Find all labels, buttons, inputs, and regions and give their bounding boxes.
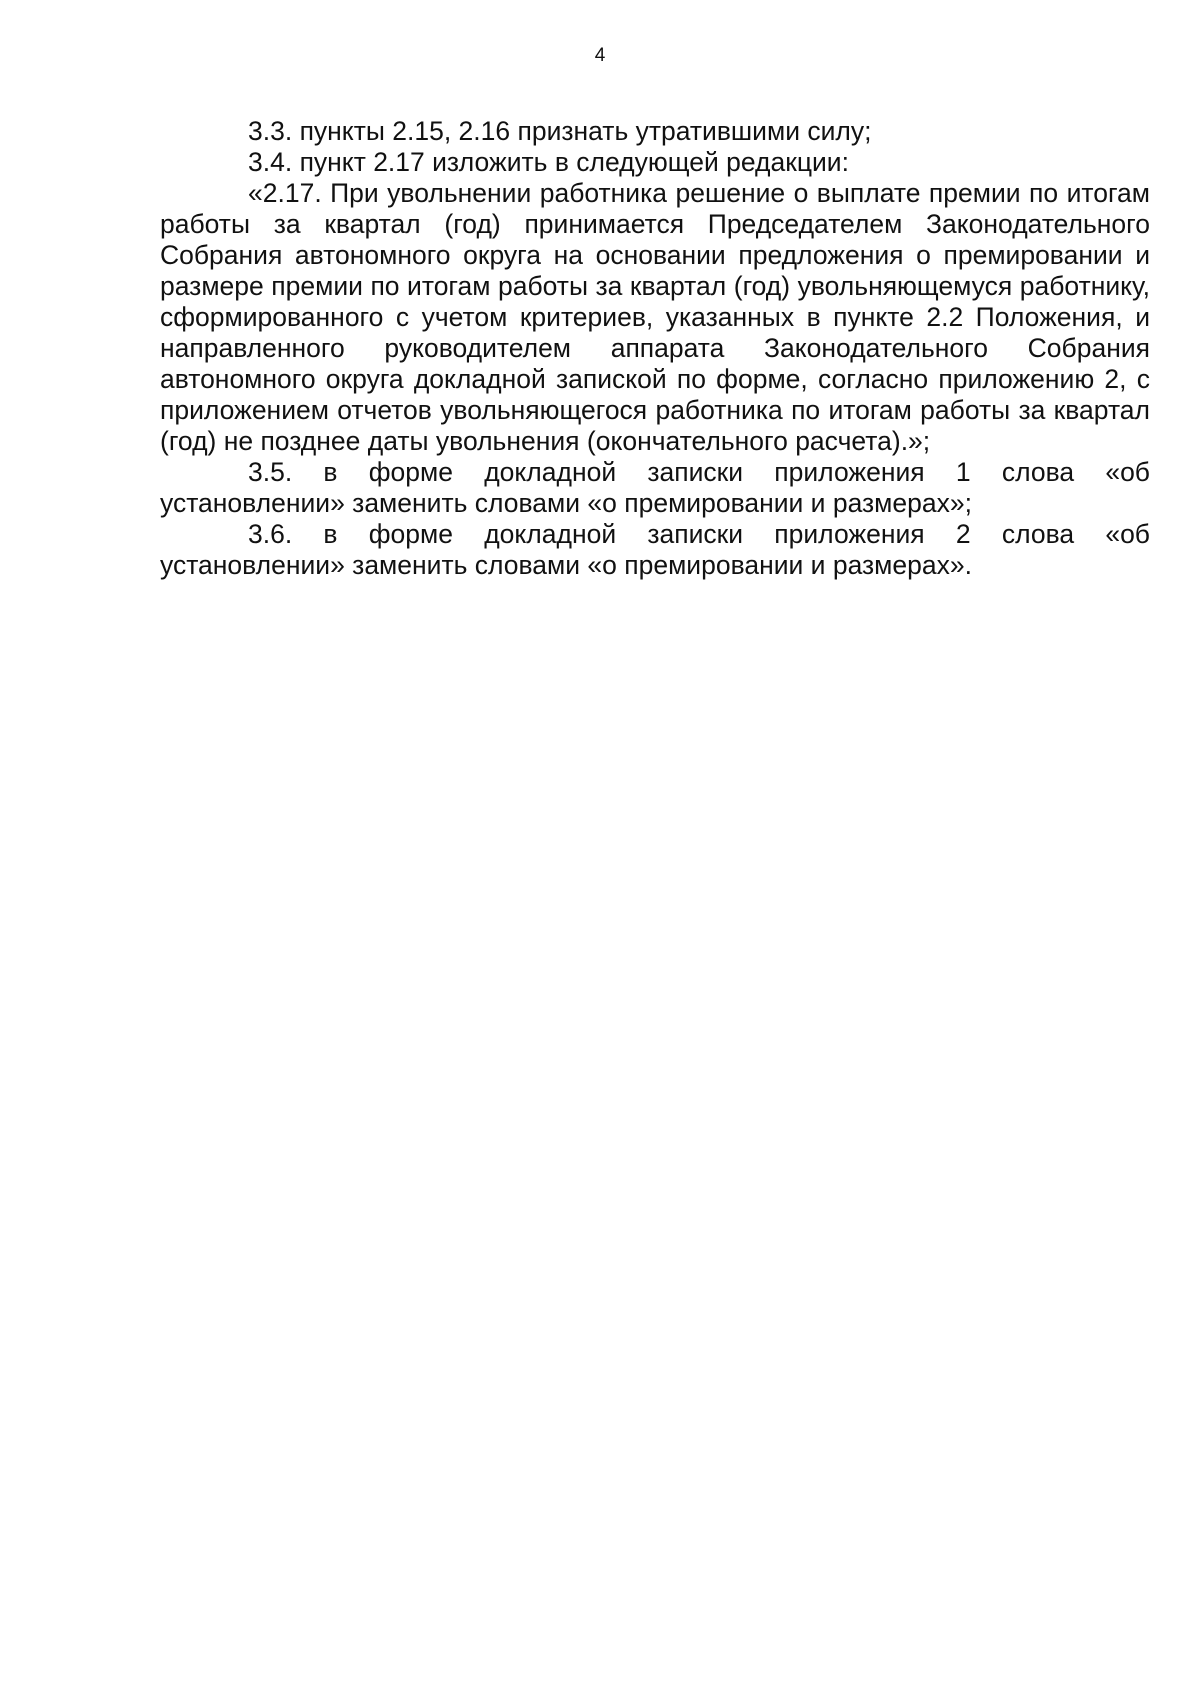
paragraph-3-4: 3.4. пункт 2.17 изложить в следующей редакции: bbox=[248, 147, 849, 177]
paragraph-3-3: 3.3. пункты 2.15, 2.16 признать утратившими силу; bbox=[248, 116, 872, 146]
page-number: 4 bbox=[594, 45, 606, 66]
paragraph-3-5: 3.5. в форме докладной записки приложения 1 слова «об установлении» заменить словами «о премировании и размерах»; bbox=[160, 457, 1150, 518]
paragraph-3-6: 3.6. в форме докладной записки приложения 2 слова «об установлении» заменить словами «о премировании и размерах». bbox=[160, 519, 1150, 580]
document-body bbox=[160, 116, 1150, 581]
paragraph-2-17-text: «2.17. При увольнении работника решение о выплате премии по итогам работы за квартал (год) принимается Председателем Законодательного Собрания автономного округа на основании предложения о премировании и размере премии по итогам работы за квартал (год) увольняющемуся работнику, сформированного с учетом критериев, указанных в пункте 2.2 Положения, и направленного руководителем аппарата Законодательного Собрания автономного округа докладной запиской по форме, согласно приложению 2, с приложением отчетов увольняющегося работника по итогам работы за квартал (год) не позднее даты увольнения (окончательного расчета).»; bbox=[160, 178, 1150, 456]
